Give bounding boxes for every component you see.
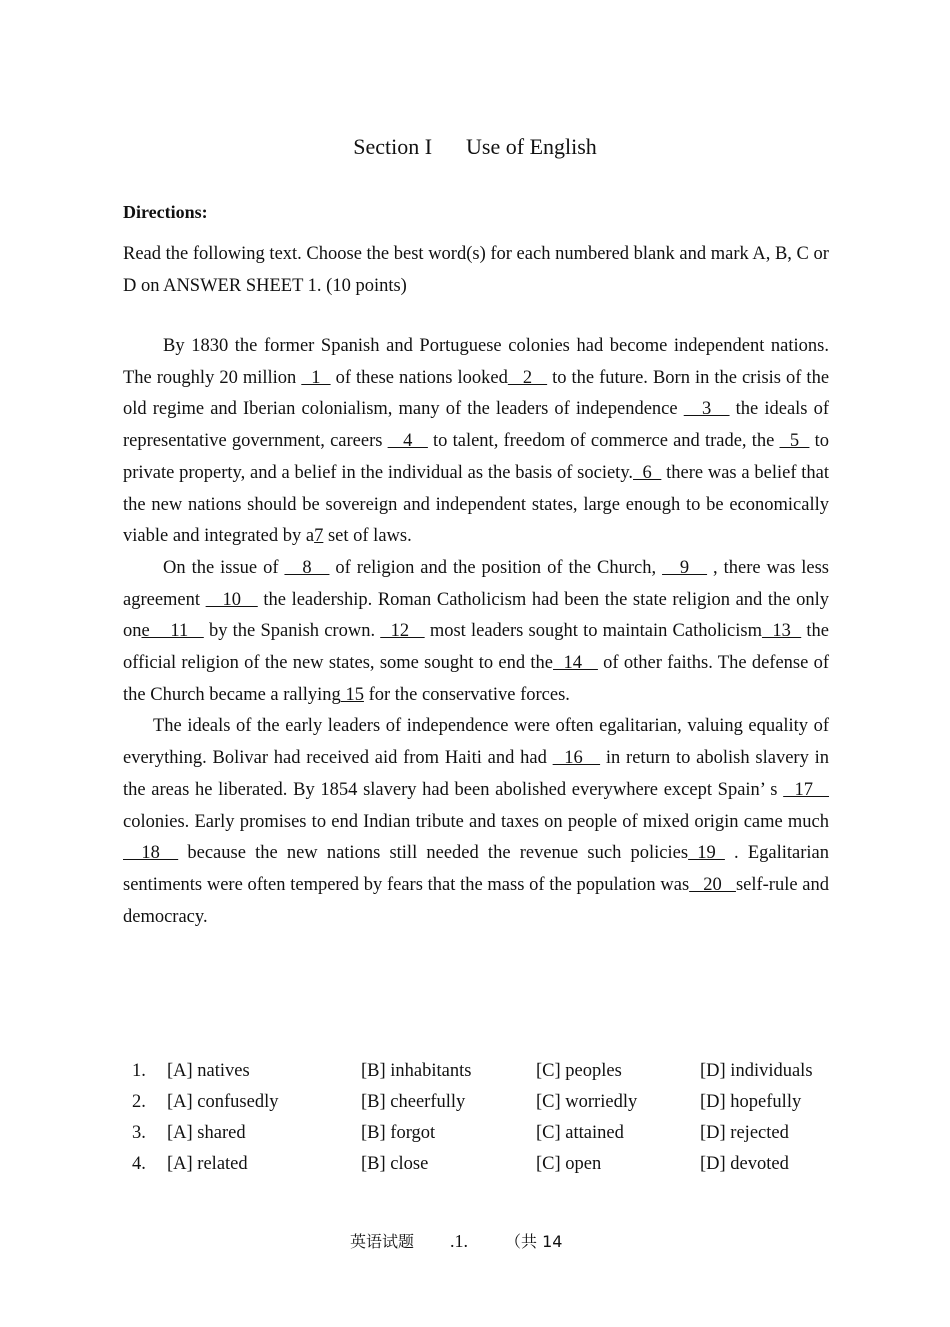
passage-paragraph-3: The ideals of the early leaders of independence were often egalitarian, valuing equality of everything. Bolivar had received aid from Haiti and had 16 in return to abolish slavery in the areas he liberated. By 1854 slavery had been abolished everywhere except Spain’ s 17 colonies. Early promises to end Indian tribute and taxes on people of mixed origin came much 18 because the new nations still needed the revenue such policies 19 . Egalitarian sentiments were often tempered by fears that the mass of the population was 20 self-rule and democracy. [123, 716, 830, 927]
blank-17: 17 [783, 779, 830, 800]
option-a: [A] related [167, 1154, 248, 1174]
section-number: Section I [353, 134, 433, 159]
question-number: 4. [132, 1154, 146, 1174]
blank-13: 13 [761, 621, 802, 642]
answer-options [132, 1061, 852, 1185]
footer-label: 英语试题 [350, 1232, 415, 1251]
option-b: [B] cheerfully [361, 1092, 466, 1112]
question-row-3 [132, 1123, 852, 1154]
question-number: 3. [132, 1123, 146, 1143]
option-c: [C] open [536, 1154, 602, 1174]
option-b: [B] forgot [361, 1123, 436, 1143]
option-c: [C] attained [536, 1123, 624, 1143]
section-heading [0, 134, 950, 160]
blank-14: 14 [553, 653, 598, 674]
question-number: 1. [132, 1061, 146, 1081]
blank-15: 15 [340, 684, 364, 705]
blank-12: 12 [380, 621, 425, 642]
blank-2: 2 [507, 367, 548, 388]
option-d: [D] rejected [700, 1123, 789, 1143]
question-row-2 [132, 1092, 852, 1123]
page-total: （共 14 [505, 1232, 563, 1251]
option-b: [B] inhabitants [361, 1061, 472, 1081]
option-d: [D] hopefully [700, 1092, 802, 1112]
passage-paragraph-1: By 1830 the former Spanish and Portuguese colonies had become independent nations. The roughly 20 million 1 of these nations looked 2 to the future. Born in the crisis of the old regime and Iberian colonialism, many of the leaders of independence 3 the ideals of representative government, careers 4 to talent, freedom of commerce and trade, the 5 to private property, and a belief in the individual as the basis of society. 6 there was a belief that the new nations should be sovereign and independent states, large enough to be economically viable and integrated by a7 set of laws. [123, 336, 830, 547]
directions-label: Directions: [123, 202, 208, 222]
option-a: [A] shared [167, 1123, 246, 1143]
question-row-4 [132, 1154, 852, 1185]
question-number: 2. [132, 1092, 146, 1112]
blank-5: 5 [779, 431, 810, 452]
blank-11: e 11 [141, 621, 204, 642]
blank-1: 1 [301, 367, 331, 388]
question-row-1 [132, 1061, 852, 1092]
option-d: [D] devoted [700, 1154, 789, 1174]
cloze-passage [123, 331, 829, 933]
blank-8: 8 [284, 557, 330, 578]
page-number: .1. [450, 1231, 468, 1251]
passage-paragraph-2: On the issue of 8 of religion and the position of the Church, 9 , there was less agreement 10 the leadership. Roman Catholicism had been the state religion and the only one 11 by the Spanish crown. 12 most leaders sought to maintain Catholicism 13 the official religion of the new states, some sought to end the 14 of other faiths. The defense of the Church became a rallying 15 for the conservative forces. [123, 557, 830, 705]
option-d: [D] individuals [700, 1061, 813, 1081]
directions-text: Read the following text. Choose the best word(s) for each numbered blank and mark A, B, C or D on ANSWER SHEET 1. (10 points) [123, 244, 829, 296]
blank-7: 7 [314, 526, 324, 547]
option-a: [A] confusedly [167, 1092, 279, 1112]
blank-6: 6 [633, 462, 662, 483]
blank-18: 18 [123, 843, 179, 864]
blank-19: 19 [688, 843, 725, 864]
option-a: [A] natives [167, 1061, 250, 1081]
blank-16: 16 [552, 748, 601, 769]
section-title: Use of English [466, 134, 597, 159]
blank-3: 3 [683, 399, 730, 420]
blank-20: 20 [689, 874, 736, 895]
option-c: [C] peoples [536, 1061, 622, 1081]
page-footer [350, 1229, 562, 1252]
blank-9: 9 [662, 557, 708, 578]
option-c: [C] worriedly [536, 1092, 638, 1112]
blank-4: 4 [387, 431, 428, 452]
blank-10: 10 [205, 589, 258, 610]
option-b: [B] close [361, 1154, 429, 1174]
